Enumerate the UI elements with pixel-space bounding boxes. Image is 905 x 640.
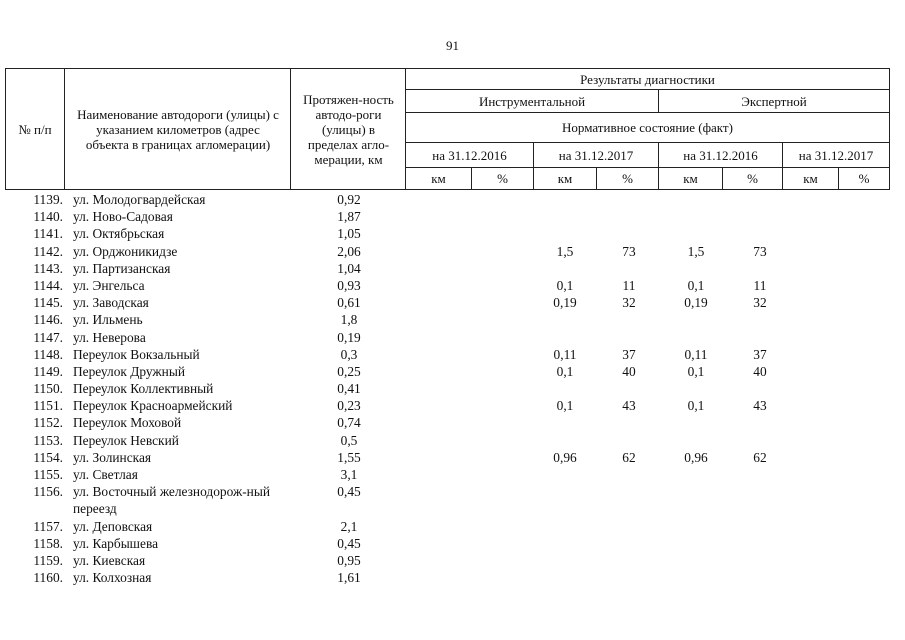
road-name: Переулок Вокзальный — [73, 346, 200, 362]
row-number: 1154. — [33, 449, 63, 465]
row-number: 1148. — [33, 346, 63, 362]
row-number: 1153. — [33, 432, 63, 448]
table-row — [5, 243, 890, 260]
instrumental-pct-2017: 11 — [622, 277, 636, 293]
header-unit-km: км — [431, 171, 446, 186]
table-row — [5, 294, 890, 311]
expert-km-2016: 0,19 — [684, 295, 708, 311]
road-name: ул. Партизанская — [73, 260, 171, 276]
row-number: 1144. — [33, 277, 63, 293]
row-number: 1157. — [33, 518, 63, 534]
road-length: 0,3 — [340, 346, 358, 362]
row-number: 1143. — [33, 260, 63, 276]
road-name: ул. Ново-Садовая — [73, 209, 173, 225]
instrumental-km-2017: 0,96 — [553, 449, 577, 465]
header-normative: Нормативное состояние (факт) — [562, 120, 733, 135]
row-number: 1146. — [33, 312, 63, 328]
road-length: 1,04 — [337, 260, 361, 276]
road-name: Переулок Невский — [73, 432, 179, 448]
header-col-num: № п/п — [18, 121, 52, 137]
row-number: 1149. — [33, 363, 63, 379]
road-name: ул. Молодогвардейская — [73, 192, 206, 207]
row-number: 1140. — [33, 209, 63, 225]
instrumental-pct-2017: 73 — [622, 243, 636, 259]
road-name: ул. Октябрьская — [73, 226, 165, 242]
instrumental-km-2017: 1,5 — [556, 243, 574, 259]
header-border-bottom — [5, 189, 890, 190]
expert-km-2016: 0,11 — [684, 346, 708, 362]
row-number: 1155. — [33, 467, 63, 482]
row-number: 1150. — [33, 381, 63, 397]
header-instrumental: Инструментальной — [478, 93, 586, 109]
header-unit-km: км — [803, 171, 818, 186]
road-name: ул. Заводская — [73, 295, 149, 311]
row-number: 1159. — [33, 552, 63, 568]
instrumental-pct-2017: 32 — [622, 295, 636, 311]
road-name: ул. Карбышева — [73, 535, 159, 551]
header-unit-km: км — [557, 171, 573, 186]
header-col-length: Протяжен-ность автодо-роги (улицы) в пределах агло-мерации, км — [303, 91, 394, 167]
row-number: 1147. — [33, 329, 63, 345]
table-row — [5, 466, 890, 483]
table-row — [5, 311, 890, 328]
table-row — [5, 277, 890, 294]
table-row — [5, 380, 890, 397]
expert-km-2016: 1,5 — [687, 243, 705, 259]
road-length: 1,87 — [337, 209, 361, 225]
table-row — [5, 449, 890, 466]
road-name: ул. Ильмень — [73, 312, 143, 328]
instrumental-pct-2017: 40 — [622, 363, 636, 379]
table-row — [5, 346, 890, 363]
row-number: 1151. — [33, 398, 63, 414]
table-row — [5, 260, 890, 277]
road-length: 1,05 — [337, 226, 361, 242]
table-row — [5, 191, 890, 208]
road-length: 0,5 — [340, 432, 358, 448]
expert-pct-2016: 11 — [753, 277, 767, 293]
instrumental-pct-2017: 43 — [622, 398, 636, 414]
header-date-3: на 31.12.2016 — [683, 147, 758, 163]
expert-pct-2016: 37 — [753, 346, 767, 362]
road-length: 0,92 — [337, 192, 361, 207]
road-length: 0,45 — [337, 535, 361, 551]
road-length: 0,74 — [337, 415, 361, 431]
expert-km-2016: 0,1 — [687, 398, 705, 414]
expert-pct-2016: 73 — [753, 243, 767, 259]
road-name: ул. Энгельса — [73, 277, 145, 293]
road-name: Переулок Красноармейский — [73, 398, 233, 414]
table-row — [5, 363, 890, 380]
expert-pct-2016: 62 — [753, 449, 767, 465]
expert-pct-2016: 43 — [753, 398, 767, 414]
road-name: ул. Восточный железнодорож-ный переезд — [73, 484, 271, 517]
instrumental-km-2017: 0,1 — [556, 398, 574, 414]
road-length: 0,95 — [337, 552, 361, 568]
table-row — [5, 483, 890, 517]
table-row — [5, 208, 890, 225]
road-length: 2,1 — [340, 518, 358, 534]
road-length: 0,61 — [337, 295, 361, 311]
header-date-4: на 31.12.2017 — [798, 147, 874, 163]
instrumental-km-2017: 0,19 — [553, 295, 577, 311]
header-unit-km: км — [683, 171, 698, 186]
table-row — [5, 225, 890, 242]
divider-name-length — [290, 68, 291, 190]
road-name: Переулок Коллективный — [73, 381, 214, 397]
road-length: 1,8 — [340, 312, 358, 328]
table-row — [5, 569, 890, 586]
expert-km-2016: 0,1 — [687, 277, 705, 293]
table-row — [5, 414, 890, 431]
header-expert: Экспертной — [741, 93, 807, 109]
road-length: 0,23 — [337, 398, 361, 414]
row-number: 1139. — [33, 192, 63, 207]
road-name: ул. Светлая — [73, 467, 138, 482]
table-header — [5, 68, 890, 190]
instrumental-km-2017: 0,11 — [553, 346, 577, 362]
table-row — [5, 518, 890, 535]
header-unit-pct: % — [622, 171, 633, 186]
instrumental-pct-2017: 37 — [622, 346, 636, 362]
road-length: 0,25 — [337, 363, 361, 379]
table-row — [5, 432, 890, 449]
instrumental-pct-2017: 62 — [622, 449, 636, 465]
road-length: 2,06 — [337, 243, 361, 259]
header-results: Результаты диагностики — [580, 71, 715, 87]
instrumental-km-2017: 0,1 — [556, 277, 574, 293]
row-number: 1156. — [33, 484, 63, 500]
expert-pct-2016: 32 — [753, 295, 767, 311]
row-number: 1152. — [33, 415, 63, 431]
row-number: 1158. — [33, 535, 63, 551]
table-row — [5, 397, 890, 414]
road-name: ул. Деповская — [73, 518, 153, 534]
road-length: 0,93 — [337, 277, 361, 293]
road-length: 0,41 — [337, 381, 361, 397]
table-row — [5, 329, 890, 346]
road-length: 3,1 — [340, 467, 358, 482]
header-unit-pct: % — [858, 171, 870, 186]
road-length: 1,61 — [337, 570, 361, 586]
road-length: 0,19 — [337, 329, 361, 345]
page-number: 91 — [446, 38, 459, 53]
row-number: 1142. — [33, 243, 63, 259]
road-name: ул. Колхозная — [73, 570, 152, 586]
header-col-name: Наименование автодороги (улицы) с указанием километров (адрес объекта в границах агломерации) — [77, 106, 279, 152]
expert-km-2016: 0,1 — [687, 363, 705, 379]
road-name: ул. Киевская — [73, 552, 146, 568]
table-body — [5, 191, 890, 586]
row-number: 1160. — [33, 570, 63, 586]
road-name: Переулок Моховой — [73, 415, 182, 431]
table-row — [5, 535, 890, 552]
road-name: Переулок Дружный — [73, 363, 186, 379]
header-unit-pct: % — [497, 171, 508, 186]
header-border-right — [889, 68, 890, 190]
header-date-1: на 31.12.2016 — [432, 147, 507, 163]
table-row — [5, 552, 890, 569]
road-name: ул. Неверова — [73, 329, 146, 345]
row-number: 1145. — [33, 295, 63, 311]
instrumental-km-2017: 0,1 — [556, 363, 574, 379]
expert-km-2016: 0,96 — [684, 449, 708, 465]
header-date-2: на 31.12.2017 — [558, 147, 634, 163]
road-name: ул. Золинская — [73, 449, 152, 465]
road-length: 1,55 — [337, 449, 361, 465]
header-unit-pct: % — [747, 171, 758, 186]
road-name: ул. Орджоникидзе — [73, 243, 178, 259]
row-number: 1141. — [33, 226, 63, 242]
road-length: 0,45 — [337, 484, 361, 500]
divider-num-name — [64, 68, 65, 190]
expert-pct-2016: 40 — [753, 363, 767, 379]
